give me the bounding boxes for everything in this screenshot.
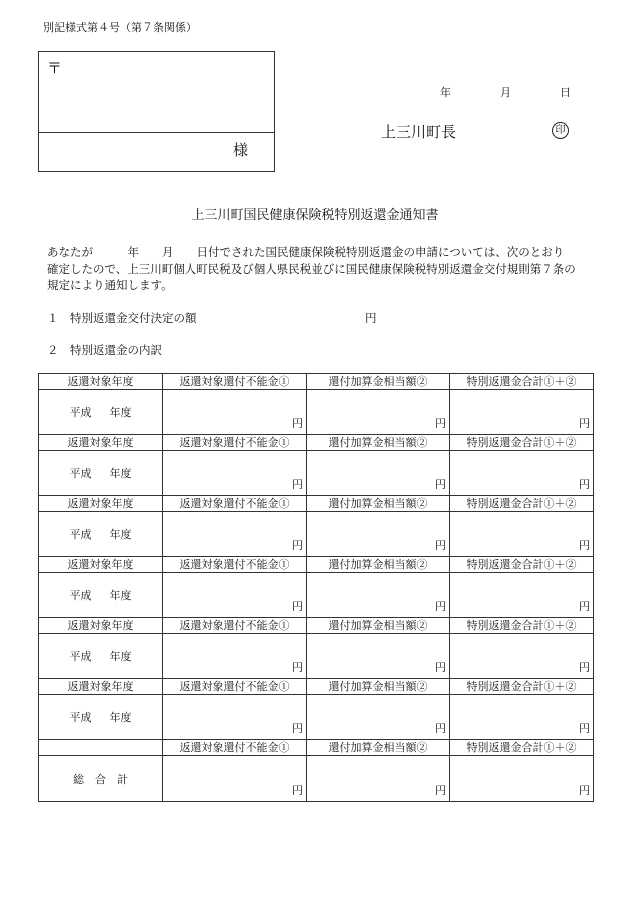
header-row <box>39 435 594 451</box>
yen-unit: 円 <box>292 539 303 552</box>
column-header: 特別返還金合計①＋② <box>450 679 594 695</box>
yen-unit: 円 <box>292 661 303 674</box>
column-header: 返還対象年度 <box>39 496 163 512</box>
total-label: 総 合 計 <box>39 756 163 802</box>
column-header: 特別返還金合計①＋② <box>450 618 594 634</box>
column-header: 返還対象還付不能金① <box>163 374 307 390</box>
amount-cell <box>163 756 307 802</box>
address-divider <box>39 132 274 133</box>
fiscal-year-cell <box>39 451 163 496</box>
amount-cell <box>450 512 594 557</box>
header-row <box>39 740 594 756</box>
amount-cell <box>307 390 450 435</box>
amount-cell <box>307 512 450 557</box>
column-header: 特別返還金合計①＋② <box>450 435 594 451</box>
header-row <box>39 496 594 512</box>
item1-label: １ 特別返還金交付決定の額 <box>47 311 197 325</box>
column-header: 返還対象年度 <box>39 679 163 695</box>
yen-unit: 円 <box>435 600 446 613</box>
yen-unit: 円 <box>435 784 446 797</box>
date-day-label: 日 <box>560 86 571 99</box>
column-header: 返還対象年度 <box>39 374 163 390</box>
amount-cell <box>307 573 450 618</box>
header-row <box>39 618 594 634</box>
yen-unit: 円 <box>292 600 303 613</box>
issuer-name: 上三川町長 <box>381 123 457 141</box>
column-header: 返還対象年度 <box>39 435 163 451</box>
column-header: 還付加算金相当額② <box>307 679 450 695</box>
amount-cell <box>163 512 307 557</box>
era-label: 平成 <box>69 650 92 663</box>
address-box <box>38 51 275 172</box>
fiscal-year-cell <box>39 634 163 679</box>
postal-mark: 〒 <box>47 59 63 77</box>
yen-unit: 円 <box>579 722 590 735</box>
body-line-1: あなたが 年 月 日付でされた国民健康保険税特別返還金の申請については、次のとおり <box>47 245 565 259</box>
column-header: 返還対象年度 <box>39 618 163 634</box>
yen-unit: 円 <box>435 417 446 430</box>
column-header: 返還対象還付不能金① <box>163 496 307 512</box>
era-label: 平成 <box>69 589 92 602</box>
amount-cell <box>163 695 307 740</box>
yen-unit: 円 <box>435 722 446 735</box>
amount-cell <box>163 573 307 618</box>
yen-unit: 円 <box>292 722 303 735</box>
era-label: 平成 <box>69 528 92 541</box>
year-suffix: 年度 <box>109 589 132 602</box>
amount-cell <box>307 695 450 740</box>
column-header: 返還対象年度 <box>39 557 163 573</box>
year-suffix: 年度 <box>109 650 132 663</box>
column-header: 返還対象還付不能金① <box>163 557 307 573</box>
amount-cell <box>450 756 594 802</box>
column-header: 還付加算金相当額② <box>307 740 450 756</box>
year-row <box>39 573 594 618</box>
fiscal-year-cell <box>39 695 163 740</box>
column-header: 返還対象還付不能金① <box>163 679 307 695</box>
header-row <box>39 557 594 573</box>
yen-unit: 円 <box>292 784 303 797</box>
blank-header-cell <box>39 740 163 756</box>
yen-unit: 円 <box>435 478 446 491</box>
amount-cell <box>307 634 450 679</box>
fiscal-year-cell <box>39 512 163 557</box>
body-line-3: 規定により通知します。 <box>47 278 173 292</box>
column-header: 特別返還金合計①＋② <box>450 740 594 756</box>
header-row <box>39 374 594 390</box>
year-row <box>39 634 594 679</box>
column-header: 返還対象還付不能金① <box>163 435 307 451</box>
fiscal-year-cell <box>39 390 163 435</box>
column-header: 特別返還金合計①＋② <box>450 557 594 573</box>
honorific-label: 様 <box>232 141 248 159</box>
yen-unit: 円 <box>579 478 590 491</box>
amount-cell <box>163 634 307 679</box>
date-year-label: 年 <box>440 86 451 99</box>
item2-label: ２ 特別返還金の内訳 <box>47 343 162 357</box>
item1-unit: 円 <box>365 311 377 325</box>
yen-unit: 円 <box>579 600 590 613</box>
amount-cell <box>450 390 594 435</box>
amount-cell <box>450 451 594 496</box>
yen-unit: 円 <box>579 784 590 797</box>
fiscal-year-cell <box>39 573 163 618</box>
year-row <box>39 512 594 557</box>
year-row <box>39 390 594 435</box>
year-row <box>39 695 594 740</box>
column-header: 特別返還金合計①＋② <box>450 374 594 390</box>
notice-body <box>47 244 597 294</box>
column-header: 還付加算金相当額② <box>307 557 450 573</box>
column-header: 還付加算金相当額② <box>307 435 450 451</box>
column-header: 還付加算金相当額② <box>307 374 450 390</box>
yen-unit: 円 <box>579 539 590 552</box>
seal-mark: 印 <box>552 122 569 139</box>
yen-unit: 円 <box>292 478 303 491</box>
yen-unit: 円 <box>435 661 446 674</box>
amount-cell <box>450 695 594 740</box>
amount-cell <box>307 451 450 496</box>
year-suffix: 年度 <box>109 711 132 724</box>
column-header: 還付加算金相当額② <box>307 496 450 512</box>
era-label: 平成 <box>69 406 92 419</box>
yen-unit: 円 <box>579 661 590 674</box>
amount-cell <box>163 451 307 496</box>
document-title: 上三川町国民健康保険税特別返還金通知書 <box>191 208 439 223</box>
amount-cell <box>450 573 594 618</box>
year-suffix: 年度 <box>109 467 132 480</box>
amount-cell <box>163 390 307 435</box>
amount-cell <box>307 756 450 802</box>
column-header: 返還対象還付不能金① <box>163 740 307 756</box>
yen-unit: 円 <box>579 417 590 430</box>
header-row <box>39 679 594 695</box>
form-label: 別記様式第４号（第７条関係） <box>43 21 197 34</box>
year-suffix: 年度 <box>109 528 132 541</box>
era-label: 平成 <box>69 711 92 724</box>
year-row <box>39 451 594 496</box>
yen-unit: 円 <box>435 539 446 552</box>
yen-unit: 円 <box>292 417 303 430</box>
date-month-label: 月 <box>500 86 511 99</box>
column-header: 返還対象還付不能金① <box>163 618 307 634</box>
era-label: 平成 <box>69 467 92 480</box>
total-row <box>39 756 594 802</box>
column-header: 特別返還金合計①＋② <box>450 496 594 512</box>
body-line-2: 確定したので、上三川町個人町民税及び個人県民税並びに国民健康保険税特別返還金交付規則第７条の <box>47 261 576 276</box>
amount-cell <box>450 634 594 679</box>
column-header: 還付加算金相当額② <box>307 618 450 634</box>
breakdown-table <box>38 373 594 802</box>
year-suffix: 年度 <box>109 406 132 419</box>
